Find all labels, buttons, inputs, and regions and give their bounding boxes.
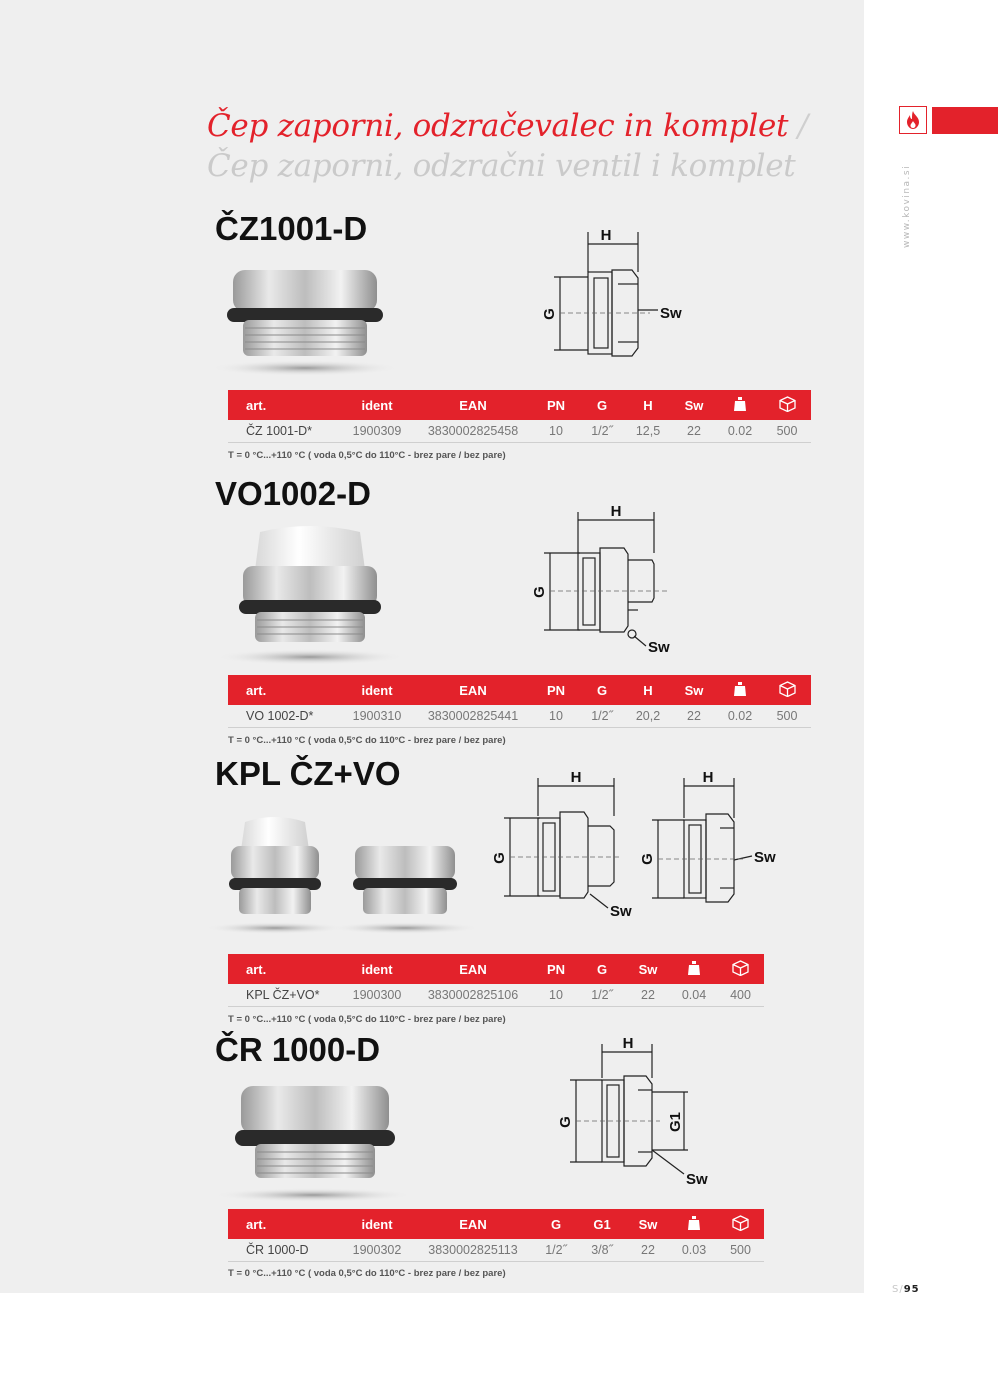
dimension-h-label: H [610, 503, 622, 520]
dimension-g-label: G [557, 1116, 574, 1128]
cell-g: 1/2˝ [545, 1243, 567, 1257]
box-icon [717, 960, 764, 979]
col-g: G [596, 682, 608, 698]
cell-sw: 22 [641, 1243, 655, 1257]
technical-drawing [550, 1030, 730, 1199]
dimension-h-label: H [600, 227, 612, 244]
col-g: G [550, 1216, 562, 1232]
cell-sw: 22 [687, 709, 701, 723]
cell-ean: 3830002825113 [428, 1243, 518, 1257]
cell-pack: 500 [776, 424, 798, 438]
cell-h: 12,5 [635, 424, 661, 438]
table-header [228, 390, 811, 420]
dimension-sw-label: Sw [660, 305, 682, 322]
temperature-note: T = 0 °C...+110 °C ( voda 0,5°C do 110°C - brez pare / bez pare) [228, 735, 506, 746]
dimension-sw-label: Sw [610, 903, 632, 920]
page-prefix: S/ [892, 1284, 904, 1295]
weight-icon [717, 397, 763, 414]
col-ident: ident [361, 1216, 393, 1232]
col-sw: Sw [638, 1216, 658, 1232]
cell-g: 1/2˝ [591, 988, 613, 1002]
dimension-g1-label: G1 [667, 1111, 684, 1133]
cell-art: ČR 1000-D [246, 1243, 309, 1257]
dimension-g-label: G [531, 586, 548, 598]
col-sw: Sw [684, 682, 704, 698]
cell-ean: 3830002825106 [427, 988, 519, 1002]
cell-pack: 400 [730, 988, 751, 1002]
table-header [228, 675, 811, 705]
cell-sw: 22 [641, 988, 655, 1002]
cell-weight: 0.04 [681, 988, 707, 1002]
dimension-sw-label: Sw [686, 1171, 708, 1188]
page-number [892, 1284, 920, 1295]
col-sw: Sw [684, 397, 704, 413]
col-ean: EAN [459, 961, 487, 977]
cell-g1: 3/8˝ [591, 1243, 613, 1257]
cell-ident: 1900300 [352, 988, 402, 1002]
dimension-h-label: H [702, 769, 714, 786]
dimension-h-label: H [622, 1035, 634, 1052]
table-row [228, 984, 764, 1007]
cell-ean: 3830002825441 [427, 709, 519, 723]
table-header [228, 954, 764, 984]
page-title: Čep zaporni, odzračevalec in komplet / [207, 108, 808, 144]
col-art: art. [246, 682, 267, 698]
box-icon [763, 396, 811, 415]
spec-table [228, 675, 811, 728]
cell-art: ČZ 1001-D* [246, 424, 312, 438]
col-pn: PN [546, 397, 566, 413]
col-pn: PN [546, 682, 566, 698]
cell-sw: 22 [687, 424, 701, 438]
col-pn: PN [546, 961, 566, 977]
cell-ident: 1900302 [352, 1243, 402, 1257]
product-title: KPL ČZ+VO [215, 755, 401, 792]
dimension-h-label: H [570, 769, 582, 786]
col-g: G [596, 397, 608, 413]
dimension-sw-label: Sw [648, 639, 670, 656]
cell-pn: 10 [549, 988, 563, 1002]
cell-art: KPL ČZ+VO* [246, 988, 320, 1002]
col-ean: EAN [459, 397, 487, 413]
spec-table [228, 1209, 764, 1262]
product-photo [205, 520, 415, 674]
cell-g: 1/2˝ [591, 424, 613, 438]
dimension-sw-label: Sw [754, 849, 776, 866]
col-g1: G1 [593, 1216, 611, 1232]
temperature-note: T = 0 °C...+110 °C ( voda 0,5°C do 110°C - brez pare / bez pare) [228, 1014, 506, 1025]
col-ean: EAN [459, 1216, 487, 1232]
col-g: G [596, 961, 608, 977]
box-icon [717, 1215, 764, 1234]
technical-drawing [640, 764, 790, 918]
technical-drawing [490, 764, 640, 928]
col-art: art. [246, 961, 267, 977]
temperature-note: T = 0 °C...+110 °C ( voda 0,5°C do 110°C - brez pare / bez pare) [228, 1268, 506, 1279]
cell-ident: 1900309 [352, 424, 402, 438]
table-row [228, 1239, 764, 1262]
col-ident: ident [361, 961, 393, 977]
col-ident: ident [361, 397, 393, 413]
cell-pn: 10 [549, 424, 563, 438]
weight-icon [717, 682, 763, 699]
cell-pn: 10 [549, 709, 563, 723]
product-title: ČR 1000-D [215, 1031, 381, 1068]
cell-weight: 0.02 [727, 424, 753, 438]
section-tab [932, 107, 998, 134]
weight-icon [671, 1216, 717, 1233]
page-number-value: 95 [903, 1284, 920, 1295]
col-ident: ident [361, 682, 393, 698]
cell-ident: 1900310 [352, 709, 402, 723]
dimension-g-label: G [640, 853, 656, 865]
temperature-note: T = 0 °C...+110 °C ( voda 0,5°C do 110°C - brez pare / bez pare) [228, 450, 506, 461]
table-row [228, 420, 811, 443]
technical-drawing [528, 498, 688, 667]
product-photo [205, 1078, 420, 1212]
cell-ean: 3830002825458 [427, 424, 519, 438]
spec-table [228, 954, 764, 1007]
title-separator: / [788, 108, 808, 144]
cell-pack: 500 [776, 709, 798, 723]
table-header [228, 1209, 764, 1239]
product-title: ČZ1001-D [215, 210, 368, 247]
cell-weight: 0.03 [681, 1243, 707, 1257]
cell-art: VO 1002-D* [246, 709, 314, 723]
weight-icon [671, 961, 717, 978]
fire-icon [899, 106, 927, 134]
cell-weight: 0.02 [727, 709, 753, 723]
dimension-g-label: G [491, 852, 508, 864]
product-photo [205, 258, 405, 387]
product-photo [205, 810, 485, 944]
page-subtitle: Čep zaporni, odzračni ventil i komplet [207, 148, 796, 184]
table-row [228, 705, 811, 728]
cell-h: 20,2 [635, 709, 661, 723]
cell-pack: 500 [730, 1243, 751, 1257]
dimension-g-label: G [541, 308, 558, 320]
col-sw: Sw [638, 961, 658, 977]
col-ean: EAN [459, 682, 487, 698]
box-icon [763, 681, 811, 700]
cell-g: 1/2˝ [591, 709, 613, 723]
website-url: www.kovina.si [902, 164, 912, 248]
spec-table [228, 390, 811, 443]
technical-drawing [540, 222, 700, 366]
col-h: H [643, 682, 653, 698]
col-art: art. [246, 1216, 267, 1232]
col-h: H [643, 397, 653, 413]
product-title: VO1002-D [215, 475, 371, 512]
col-art: art. [246, 397, 267, 413]
